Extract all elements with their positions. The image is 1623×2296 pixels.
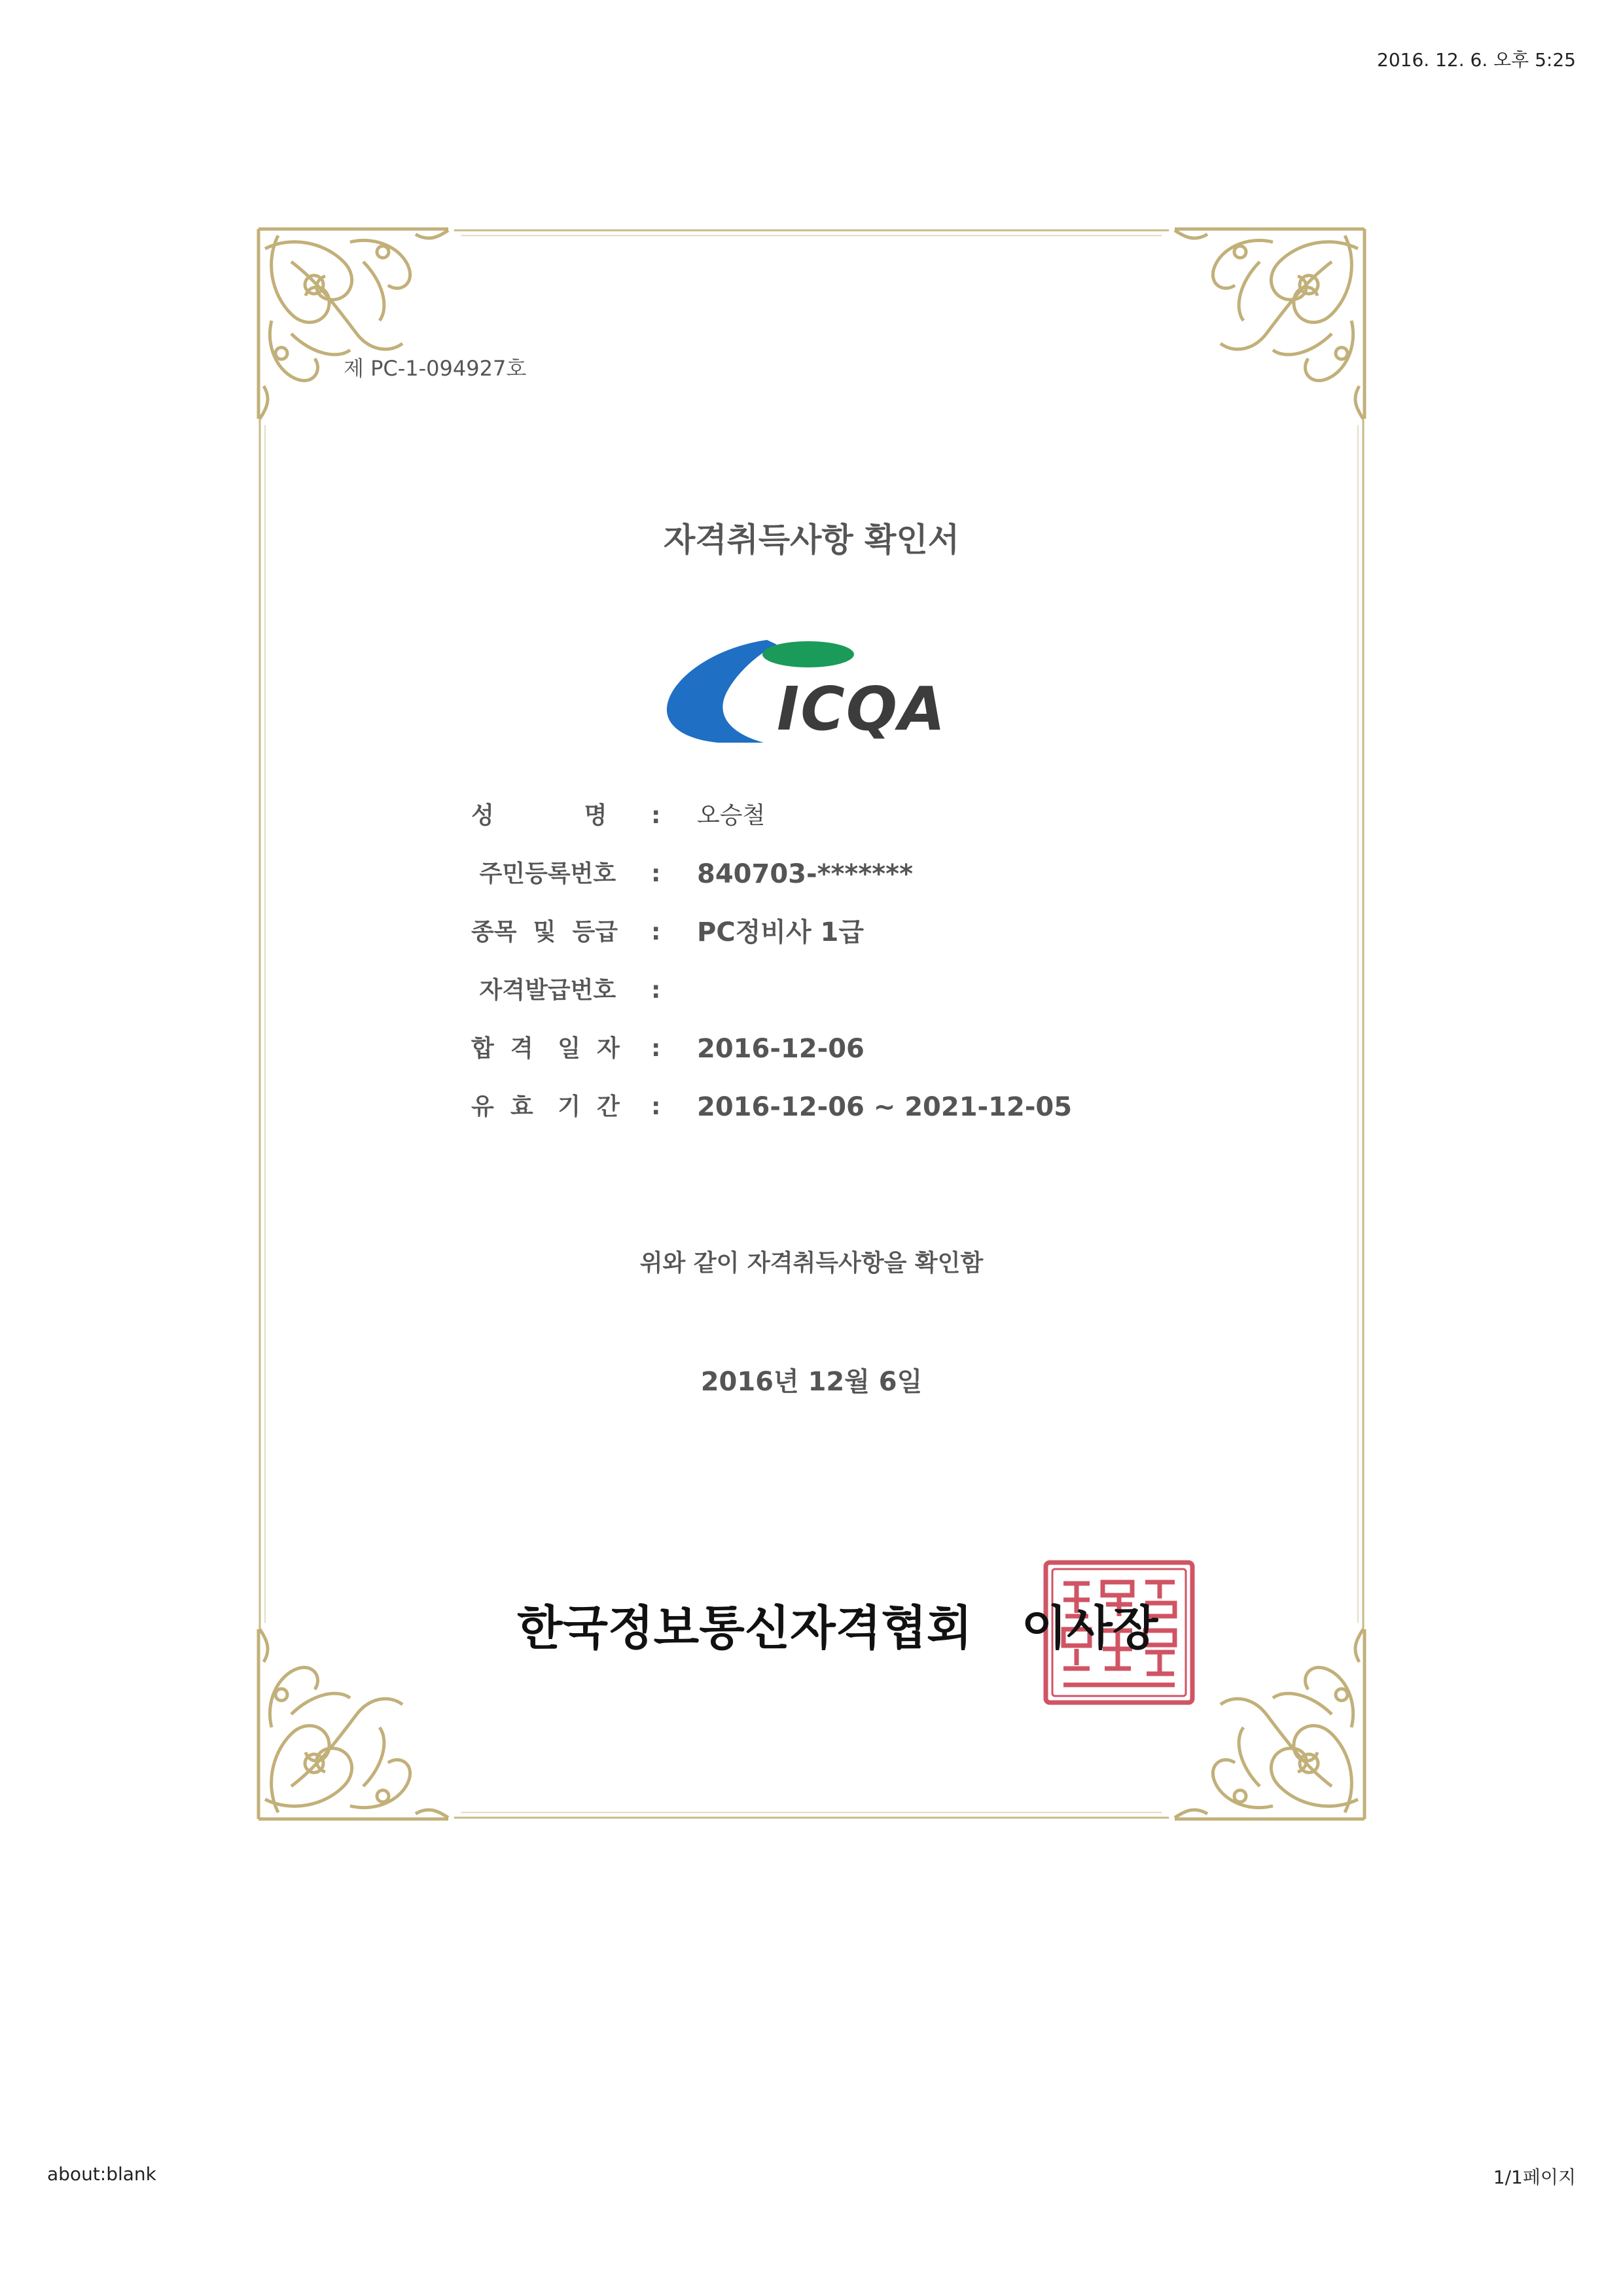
field-colon: :	[651, 1035, 661, 1062]
field-label: 종목 및 등급	[471, 919, 618, 945]
certificate-fields	[471, 798, 1257, 1148]
field-label: 유 효 기 간	[471, 1093, 620, 1120]
field-colon: :	[651, 1093, 661, 1120]
icqa-logo	[666, 635, 960, 752]
field-colon: :	[651, 977, 661, 1004]
field-colon: :	[651, 860, 661, 887]
field-category-grade	[471, 915, 1257, 973]
icqa-logo-text: ICQA	[777, 674, 947, 744]
print-url: about:blank	[47, 2163, 156, 2185]
print-page-number: 1/1페이지	[1493, 2166, 1576, 2188]
field-colon: :	[651, 919, 661, 945]
field-value: 840703-*******	[697, 859, 914, 889]
field-colon: :	[651, 802, 661, 829]
field-label: 주민등록번호	[471, 860, 616, 887]
field-resident-number	[471, 857, 1257, 915]
issue-date: 2016년 12월 6일	[700, 1367, 923, 1397]
field-validity-period	[471, 1089, 1257, 1148]
certificate-number: 제 PC-1-094927호	[344, 356, 527, 381]
print-datetime: 2016. 12. 6. 오후 5:25	[1377, 49, 1576, 71]
certificate-title: 자격취득사항 확인서	[663, 521, 960, 559]
field-label: 성 명	[471, 802, 607, 829]
field-value: PC정비사 1급	[697, 917, 864, 947]
field-value: 2016-12-06 ~ 2021-12-05	[697, 1092, 1073, 1122]
issuer-name: 한국정보통신자격협회 이사장	[517, 1600, 1158, 1655]
confirmation-statement: 위와 같이 자격취득사항을 확인함	[639, 1250, 984, 1277]
field-label: 자격발급번호	[471, 977, 616, 1004]
field-pass-date	[471, 1031, 1257, 1089]
field-issue-number	[471, 973, 1257, 1031]
certificate	[252, 222, 1371, 1826]
field-value: 오승철	[697, 802, 766, 829]
field-name	[471, 798, 1257, 857]
ornament-corner-top-left	[259, 229, 448, 419]
field-value: 2016-12-06	[697, 1034, 865, 1064]
field-label: 합 격 일 자	[471, 1035, 620, 1062]
